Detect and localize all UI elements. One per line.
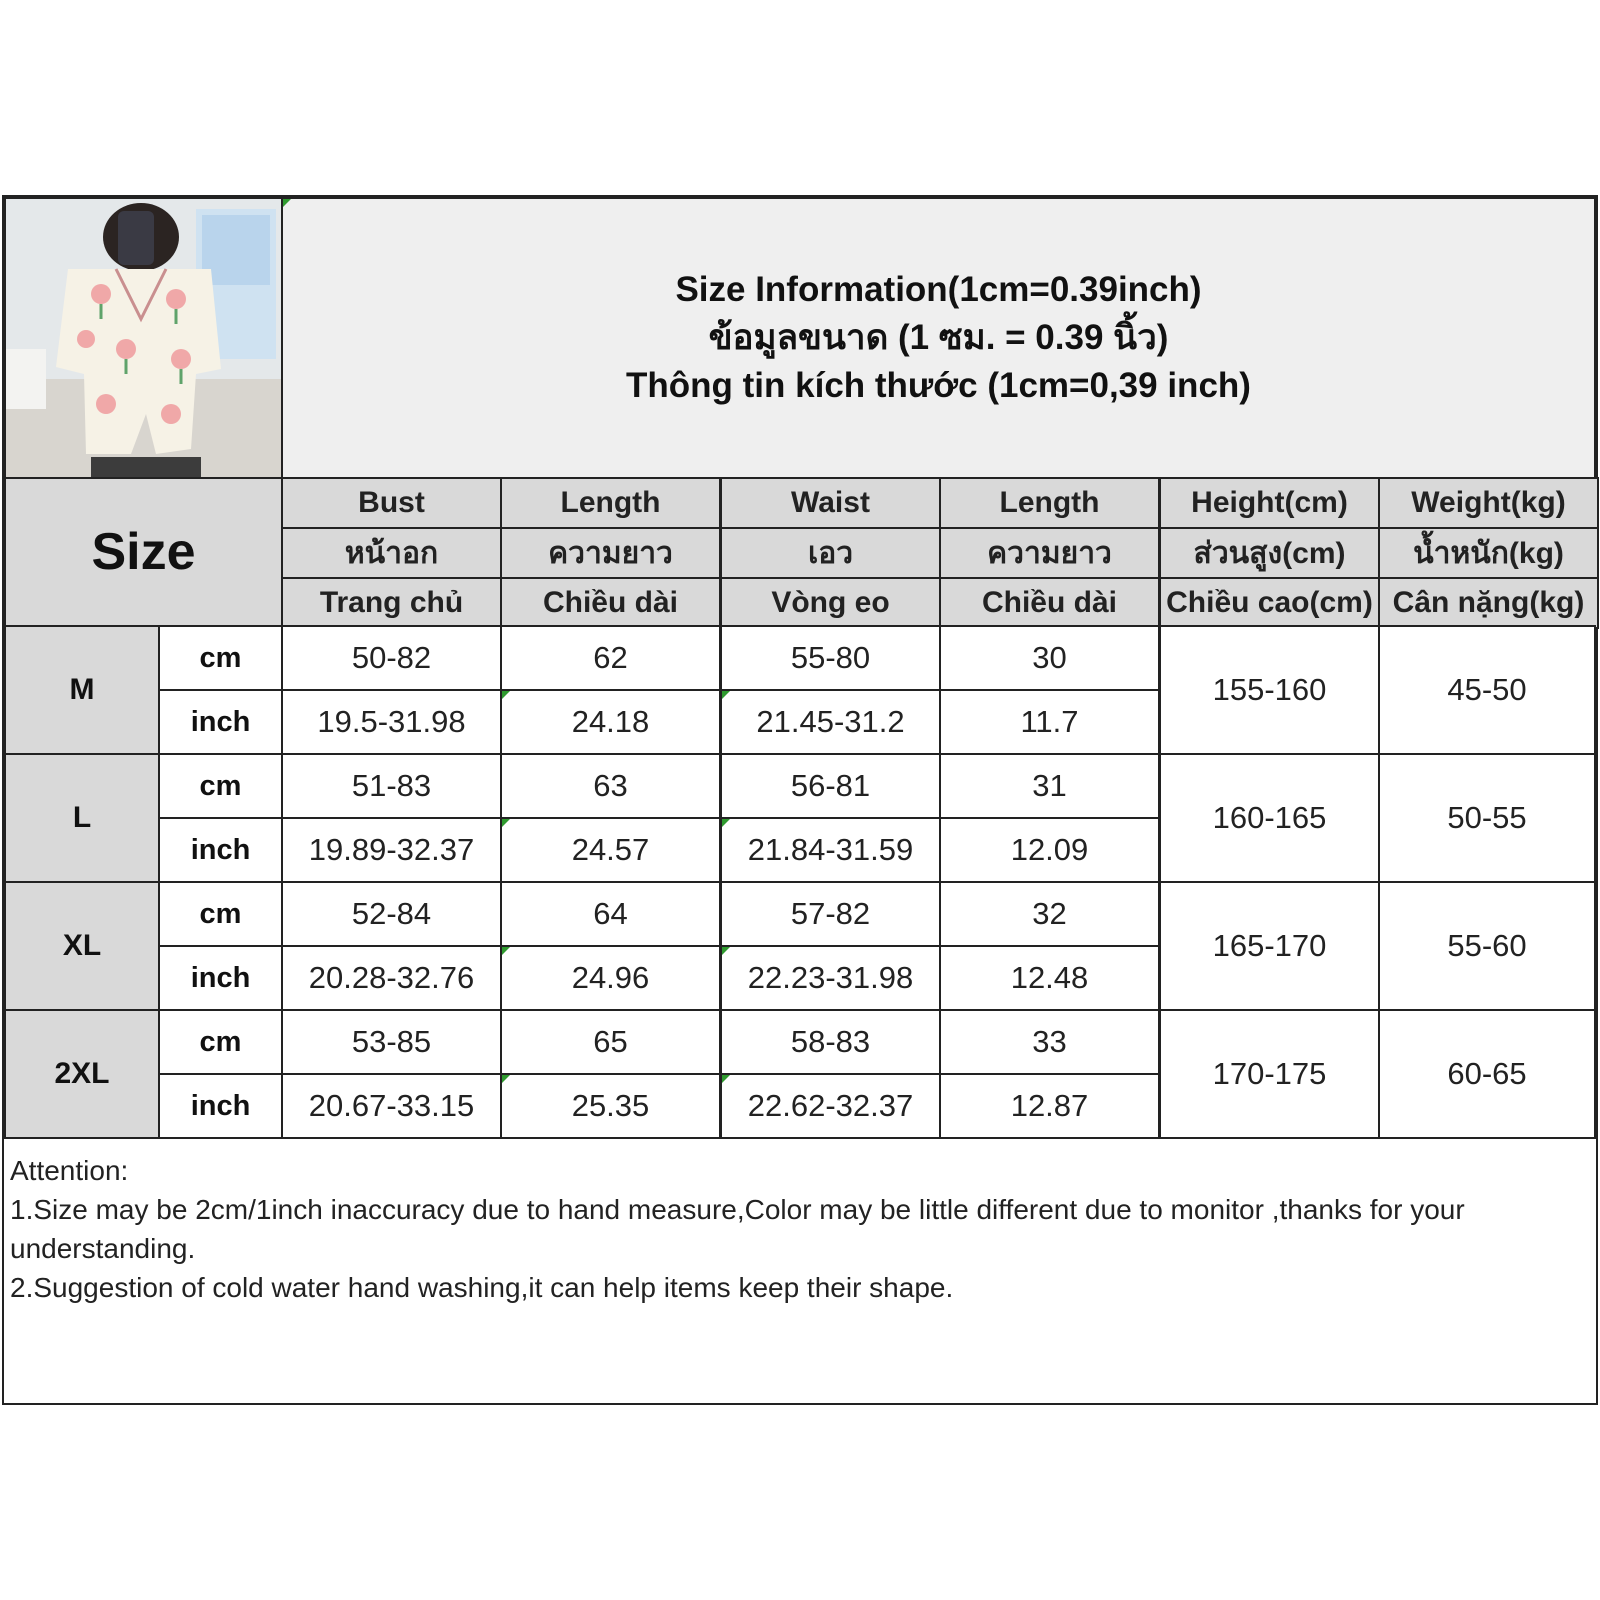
inch-value: 22.23-31.98 xyxy=(720,945,941,1011)
inch-value: 24.57 xyxy=(500,817,721,883)
column-header-en: Length xyxy=(500,477,721,529)
height-value: 155-160 xyxy=(1159,625,1380,755)
unit-label-inch: inch xyxy=(158,1073,283,1139)
cm-value: 63 xyxy=(500,753,721,819)
inch-value: 21.45-31.2 xyxy=(720,689,941,755)
title-thai: ข้อมูลขนาด (1 ซม. = 0.39 นิ้ว) xyxy=(708,318,1169,357)
inch-value: 20.28-32.76 xyxy=(281,945,502,1011)
column-header-en: Length xyxy=(939,477,1160,529)
cm-value: 51-83 xyxy=(281,753,502,819)
note-1: 1.Size may be 2cm/1inch inaccuracy due to hand measure,Color may be little different due to monitor ,thanks for your understanding. xyxy=(10,1194,1465,1264)
unit-label-inch: inch xyxy=(158,817,283,883)
column-header-th: ส่วนสูง(cm) xyxy=(1159,527,1380,579)
cm-value: 65 xyxy=(500,1009,721,1075)
weight-value: 55-60 xyxy=(1378,881,1596,1011)
inch-value: 19.5-31.98 xyxy=(281,689,502,755)
inch-value: 11.7 xyxy=(939,689,1160,755)
inch-value: 21.84-31.59 xyxy=(720,817,941,883)
column-header-vi: Trang chủ xyxy=(281,577,502,629)
height-value: 160-165 xyxy=(1159,753,1380,883)
note-2: 2.Suggestion of cold water hand washing,it can help items keep their shape. xyxy=(10,1272,954,1303)
title-english: Size Information(1cm=0.39inch) xyxy=(675,270,1202,309)
inch-value: 25.35 xyxy=(500,1073,721,1139)
inch-value: 12.87 xyxy=(939,1073,1160,1139)
column-header-en: Height(cm) xyxy=(1159,477,1380,529)
cm-value: 55-80 xyxy=(720,625,941,691)
column-header-en: Waist xyxy=(720,477,941,529)
unit-label-cm: cm xyxy=(158,1009,283,1075)
cm-value: 53-85 xyxy=(281,1009,502,1075)
unit-label-cm: cm xyxy=(158,625,283,691)
title-block xyxy=(281,197,1596,479)
unit-label-cm: cm xyxy=(158,881,283,947)
cm-value: 62 xyxy=(500,625,721,691)
inch-value: 22.62-32.37 xyxy=(720,1073,941,1139)
unit-label-cm: cm xyxy=(158,753,283,819)
inch-value: 12.48 xyxy=(939,945,1160,1011)
inch-value: 24.18 xyxy=(500,689,721,755)
column-header-th: ความยาว xyxy=(939,527,1160,579)
inch-value: 24.96 xyxy=(500,945,721,1011)
column-header-vi: Chiều cao(cm) xyxy=(1159,577,1380,629)
cm-value: 30 xyxy=(939,625,1160,691)
size-label: 2XL xyxy=(4,1009,160,1139)
unit-label-inch: inch xyxy=(158,689,283,755)
pajama-photo-illustration xyxy=(6,199,281,477)
column-header-en: Weight(kg) xyxy=(1378,477,1599,529)
size-label: L xyxy=(4,753,160,883)
size-label: M xyxy=(4,625,160,755)
column-header-vi: Cân nặng(kg) xyxy=(1378,577,1599,629)
column-header-en: Bust xyxy=(281,477,502,529)
column-header-vi: Chiều dài xyxy=(939,577,1160,629)
column-header-th: น้ำหนัก(kg) xyxy=(1378,527,1599,579)
cm-value: 52-84 xyxy=(281,881,502,947)
size-chart-sheet xyxy=(2,195,1598,1405)
inch-value: 19.89-32.37 xyxy=(281,817,502,883)
cm-value: 32 xyxy=(939,881,1160,947)
size-header: Size xyxy=(4,477,283,627)
cm-value: 64 xyxy=(500,881,721,947)
weight-value: 45-50 xyxy=(1378,625,1596,755)
cm-value: 56-81 xyxy=(720,753,941,819)
column-header-vi: Chiều dài xyxy=(500,577,721,629)
height-value: 170-175 xyxy=(1159,1009,1380,1139)
weight-value: 60-65 xyxy=(1378,1009,1596,1139)
column-header-th: เอว xyxy=(720,527,941,579)
unit-label-inch: inch xyxy=(158,945,283,1011)
title-vietnamese: Thông tin kích thước (1cm=0,39 inch) xyxy=(626,366,1251,405)
product-photo xyxy=(4,197,283,479)
cm-value: 33 xyxy=(939,1009,1160,1075)
cm-value: 31 xyxy=(939,753,1160,819)
cm-value: 50-82 xyxy=(281,625,502,691)
weight-value: 50-55 xyxy=(1378,753,1596,883)
column-header-th: หน้าอก xyxy=(281,527,502,579)
cm-value: 57-82 xyxy=(720,881,941,947)
size-label: XL xyxy=(4,881,160,1011)
column-header-vi: Vòng eo xyxy=(720,577,941,629)
notes-heading: Attention: xyxy=(10,1155,129,1186)
cm-value: 58-83 xyxy=(720,1009,941,1075)
column-header-th: ความยาว xyxy=(500,527,721,579)
inch-value: 12.09 xyxy=(939,817,1160,883)
height-value: 165-170 xyxy=(1159,881,1380,1011)
attention-notes xyxy=(4,1149,1596,1309)
inch-value: 20.67-33.15 xyxy=(281,1073,502,1139)
